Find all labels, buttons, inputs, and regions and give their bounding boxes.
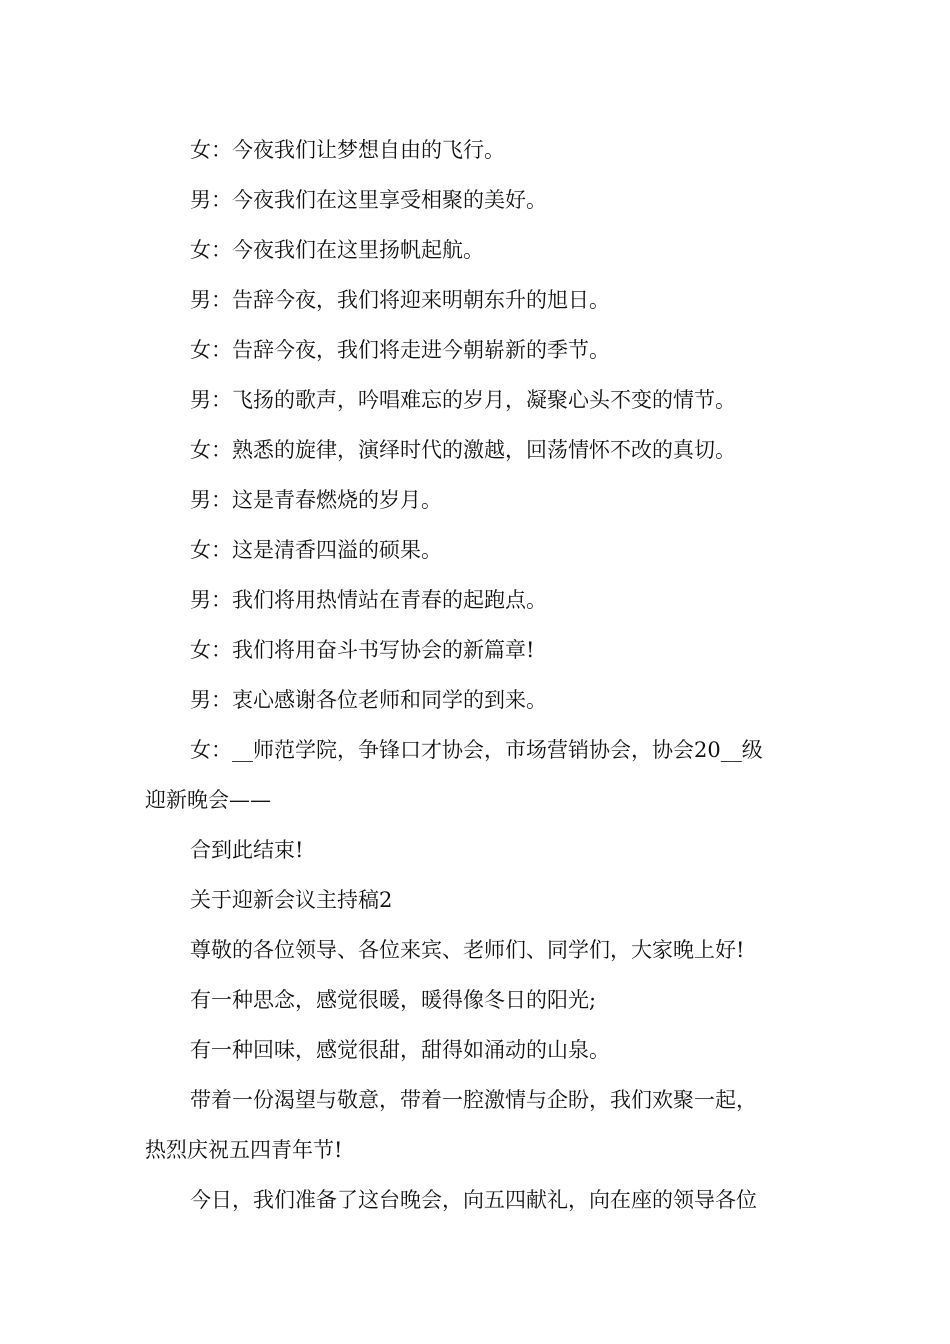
text-line: 女：熟悉的旋律，演绎时代的激越，回荡情怀不改的真切。: [190, 438, 736, 462]
text-line: 男：告辞今夜，我们将迎来明朝东升的旭日。: [190, 288, 610, 312]
text-line: 男：飞扬的歌声，吟唱难忘的岁月，凝聚心头不变的情节。: [190, 388, 736, 412]
text-line: 男：今夜我们在这里享受相聚的美好。: [190, 188, 547, 212]
text-line: 关于迎新会议主持稿2: [190, 888, 393, 912]
document-body: [145, 125, 810, 1225]
text-line: 女：今夜我们在这里扬帆起航。: [190, 238, 484, 262]
text-line: 男：这是青春燃烧的岁月。: [190, 488, 442, 512]
text-line: 男：我们将用热情站在青春的起跑点。: [190, 588, 547, 612]
text-line: 热烈庆祝五四青年节!: [145, 1138, 343, 1162]
text-line: 有一种回味，感觉很甜，甜得如涌动的山泉。: [190, 1038, 610, 1062]
text-line: 女：这是清香四溢的硕果。: [190, 538, 442, 562]
text-line: 女：我们将用奋斗书写协会的新篇章!: [190, 638, 535, 662]
text-line: 女：__师范学院，争锋口才协会，市场营销协会，协会20__级: [190, 738, 763, 762]
text-line: 今日，我们准备了这台晚会，向五四献礼，向在座的领导各位: [190, 1188, 757, 1212]
text-line: 尊敬的各位领导、各位来宾、老师们、同学们，大家晚上好!: [190, 938, 745, 962]
text-line: 带着一份渴望与敬意，带着一腔激情与企盼，我们欢聚一起，: [190, 1088, 757, 1112]
text-line: 有一种思念，感觉很暖，暖得像冬日的阳光;: [190, 988, 597, 1012]
text-line: 合到此结束!: [190, 838, 304, 862]
text-line: 迎新晚会——: [145, 788, 271, 812]
text-line: 男：衷心感谢各位老师和同学的到来。: [190, 688, 547, 712]
text-line: 女：告辞今夜，我们将走进今朝崭新的季节。: [190, 338, 610, 362]
text-line: 女：今夜我们让梦想自由的飞行。: [190, 138, 505, 162]
